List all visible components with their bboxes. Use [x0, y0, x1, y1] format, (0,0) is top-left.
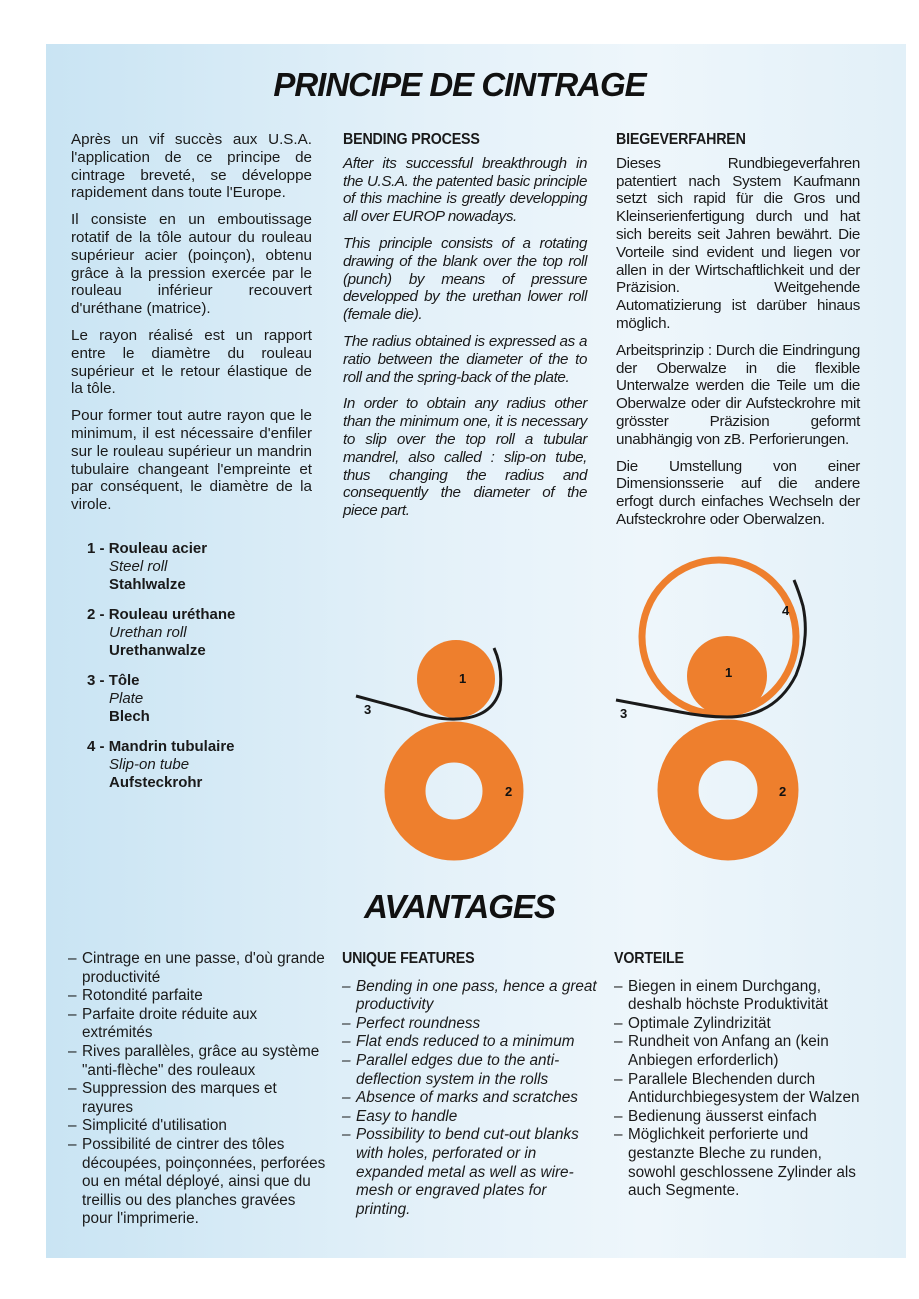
list-item: – Rives parallèles, grâce au système "anti-flèche" des rouleaux: [68, 1043, 328, 1080]
legend-label-fr: Rouleau uréthane: [108, 606, 236, 623]
list-item: – Möglichkeit perforierte und gestanzte Bleche zu runden, sowohl geschlossene Zylinder als auch Segmente.: [614, 1126, 864, 1200]
list-item: – Suppression des marques et rayures: [68, 1080, 328, 1117]
page-title: PRINCIPE DE CINTRAGE: [273, 66, 646, 103]
steel-roll: [417, 640, 495, 718]
legend-label-en: Urethan roll: [109, 624, 187, 641]
section-heading: BENDING PROCESS: [343, 131, 480, 148]
list-item: – Parallele Blechenden durch Antidurchbiegesystem der Walzen: [614, 1071, 864, 1108]
legend-label-de: Stahlwalze: [109, 576, 186, 593]
legend-number: 1 -: [87, 540, 105, 557]
list-item: – Possibility to bend cut-out blanks with holes, perforated or in expanded metal as well as wire-mesh or engraved plates for printing.: [342, 1126, 600, 1219]
list-item: – Rotondité parfaite: [68, 987, 328, 1006]
legend-label-de: Blech: [109, 708, 150, 725]
intro-en-paragraph: This principle consists of a rotating drawing of the blank over the top roll (punch) by means of pressure developped by the urethan lower roll (female die).: [343, 234, 587, 324]
urethane-roll: [678, 740, 778, 840]
list-item: – Cintrage en une passe, d'où grande productivité: [68, 950, 328, 987]
list-item: – Perfect roundness: [342, 1015, 600, 1034]
list-item: – Flat ends reduced to a minimum: [342, 1033, 600, 1052]
intro-fr-paragraph: Pour former tout autre rayon que le minimum, il est nécessaire d'enfiler sur le rouleau supérieur un mandrin tubulaire changeant l'empreinte et par conséquent, le diamètre de la virole.: [71, 407, 312, 514]
advantages-column-fr: [68, 950, 328, 1229]
legend-label-en: Steel roll: [109, 558, 168, 575]
intro-fr-paragraph: Le rayon réalisé est un rapport entre le diamètre du rouleau supérieur et le retour élastique de la tôle.: [71, 326, 312, 398]
list-item: – Biegen in einem Durchgang, deshalb höchste Produktivität: [614, 978, 864, 1015]
list-item: – Optimale Zylindrizität: [614, 1015, 864, 1034]
advantages-column-en: [342, 950, 600, 1219]
list-item: – Bedienung äusserst einfach: [614, 1108, 864, 1127]
diagram-basic-bending: [356, 640, 512, 840]
label-plate: 3: [620, 706, 628, 721]
diagram-slip-on-tube: [616, 560, 805, 840]
legend-label-fr: Rouleau acier: [108, 540, 208, 557]
list-item: – Absence of marks and scratches: [342, 1089, 600, 1108]
label-urethane-roll: 2: [779, 784, 787, 799]
section-heading: UNIQUE FEATURES: [342, 950, 475, 967]
label-steel-roll: 1: [459, 671, 467, 686]
list-item: – Simplicité d'utilisation: [68, 1117, 328, 1136]
list-item: – Easy to handle: [342, 1108, 600, 1127]
list-item: – Bending in one pass, hence a great productivity: [342, 978, 600, 1015]
list-item: – Rundheit von Anfang an (kein Anbiegen erforderlich): [614, 1033, 864, 1070]
label-plate: 3: [364, 702, 372, 717]
advantages-column-de: [614, 950, 864, 1201]
label-slip-on-tube: 4: [782, 603, 790, 618]
legend-label-en: Plate: [109, 690, 144, 707]
label-steel-roll: 1: [725, 665, 733, 680]
intro-fr-paragraph: Après un vif succès aux U.S.A. l'application de ce principe de cintrage breveté, se développe rapidement dans toute l'Europe.: [71, 131, 312, 202]
section-heading: BIEGEVERFAHREN: [616, 131, 746, 148]
advantages-title: AVANTAGES: [364, 888, 555, 925]
legend-label-en: Slip-on tube: [109, 756, 190, 773]
legend-label-de: Urethanwalze: [109, 642, 206, 659]
intro-en-paragraph: After its successful breakthrough in the U.S.A. the patented basic principle of this machine is greatly developping all over EUROP nowadays.: [343, 154, 587, 226]
legend-label-de: Aufsteckrohr: [109, 774, 203, 791]
list-item: – Parfaite droite réduite aux extrémités: [68, 1006, 328, 1043]
intro-de-paragraph: Dieses Rundbiegeverfahren patentiert nach System Kaufmann setzt sich rapid für die Gros und Kleinserienfertigung durch und hat sich bereits seit Jahren bewährt. Die Vorteile sind evident und liegen vor allen in der Wirtschaftlichkeit und der Präzision. Weitgehende Automatizierung ist darüber hinaus möglich.: [616, 154, 860, 332]
legend-number: 3 -: [87, 672, 105, 689]
legend-number: 2 -: [87, 606, 105, 623]
intro-de-paragraph: Arbeitsprinzip : Durch die Eindringung der Oberwalze in die flexible Unterwalze werden die Teile um die Oberwalze oder dir Aufsteckrohre mit grösster Präzision geformt unabhängig von zB. Perforierungen.: [616, 341, 860, 448]
list-item: – Parallel edges due to the anti-deflection system in the rolls: [342, 1052, 600, 1089]
label-urethane-roll: 2: [505, 784, 513, 799]
intro-en-paragraph: In order to obtain any radius other than the minimum one, it is necessary to slip over the top roll a tubular mandrel, also called : slip-on tube, thus changing the radius and consequently the diameter of the piece part.: [343, 395, 587, 520]
legend-label-fr: Mandrin tubulaire: [108, 738, 235, 755]
urethane-roll: [405, 742, 503, 840]
list-item: – Possibilité de cintrer des tôles découpées, poinçonnées, perforées ou en métal déployé, ainsi que du treillis ou des planches gravées pour l'imprimerie.: [68, 1136, 328, 1229]
legend-number: 4 -: [87, 738, 105, 755]
intro-fr-paragraph: Il consiste en un emboutissage rotatif de la tôle autour du rouleau supérieur acier (poinçon), obtenu grâce à la pression exercée par le rouleau inférieur recouvert d'uréthane (matrice).: [71, 211, 312, 318]
section-heading: VORTEILE: [614, 950, 684, 967]
legend-label-fr: Tôle: [108, 672, 140, 689]
intro-en-paragraph: The radius obtained is expressed as a ratio between the diameter of the to roll and the spring-back of the plate.: [343, 332, 587, 386]
intro-de-paragraph: Die Umstellung von einer Dimensionsserie auf die andere erfogt durch einfaches Wechseln der Aufsteckrohre oder Oberwalzen.: [616, 457, 860, 528]
